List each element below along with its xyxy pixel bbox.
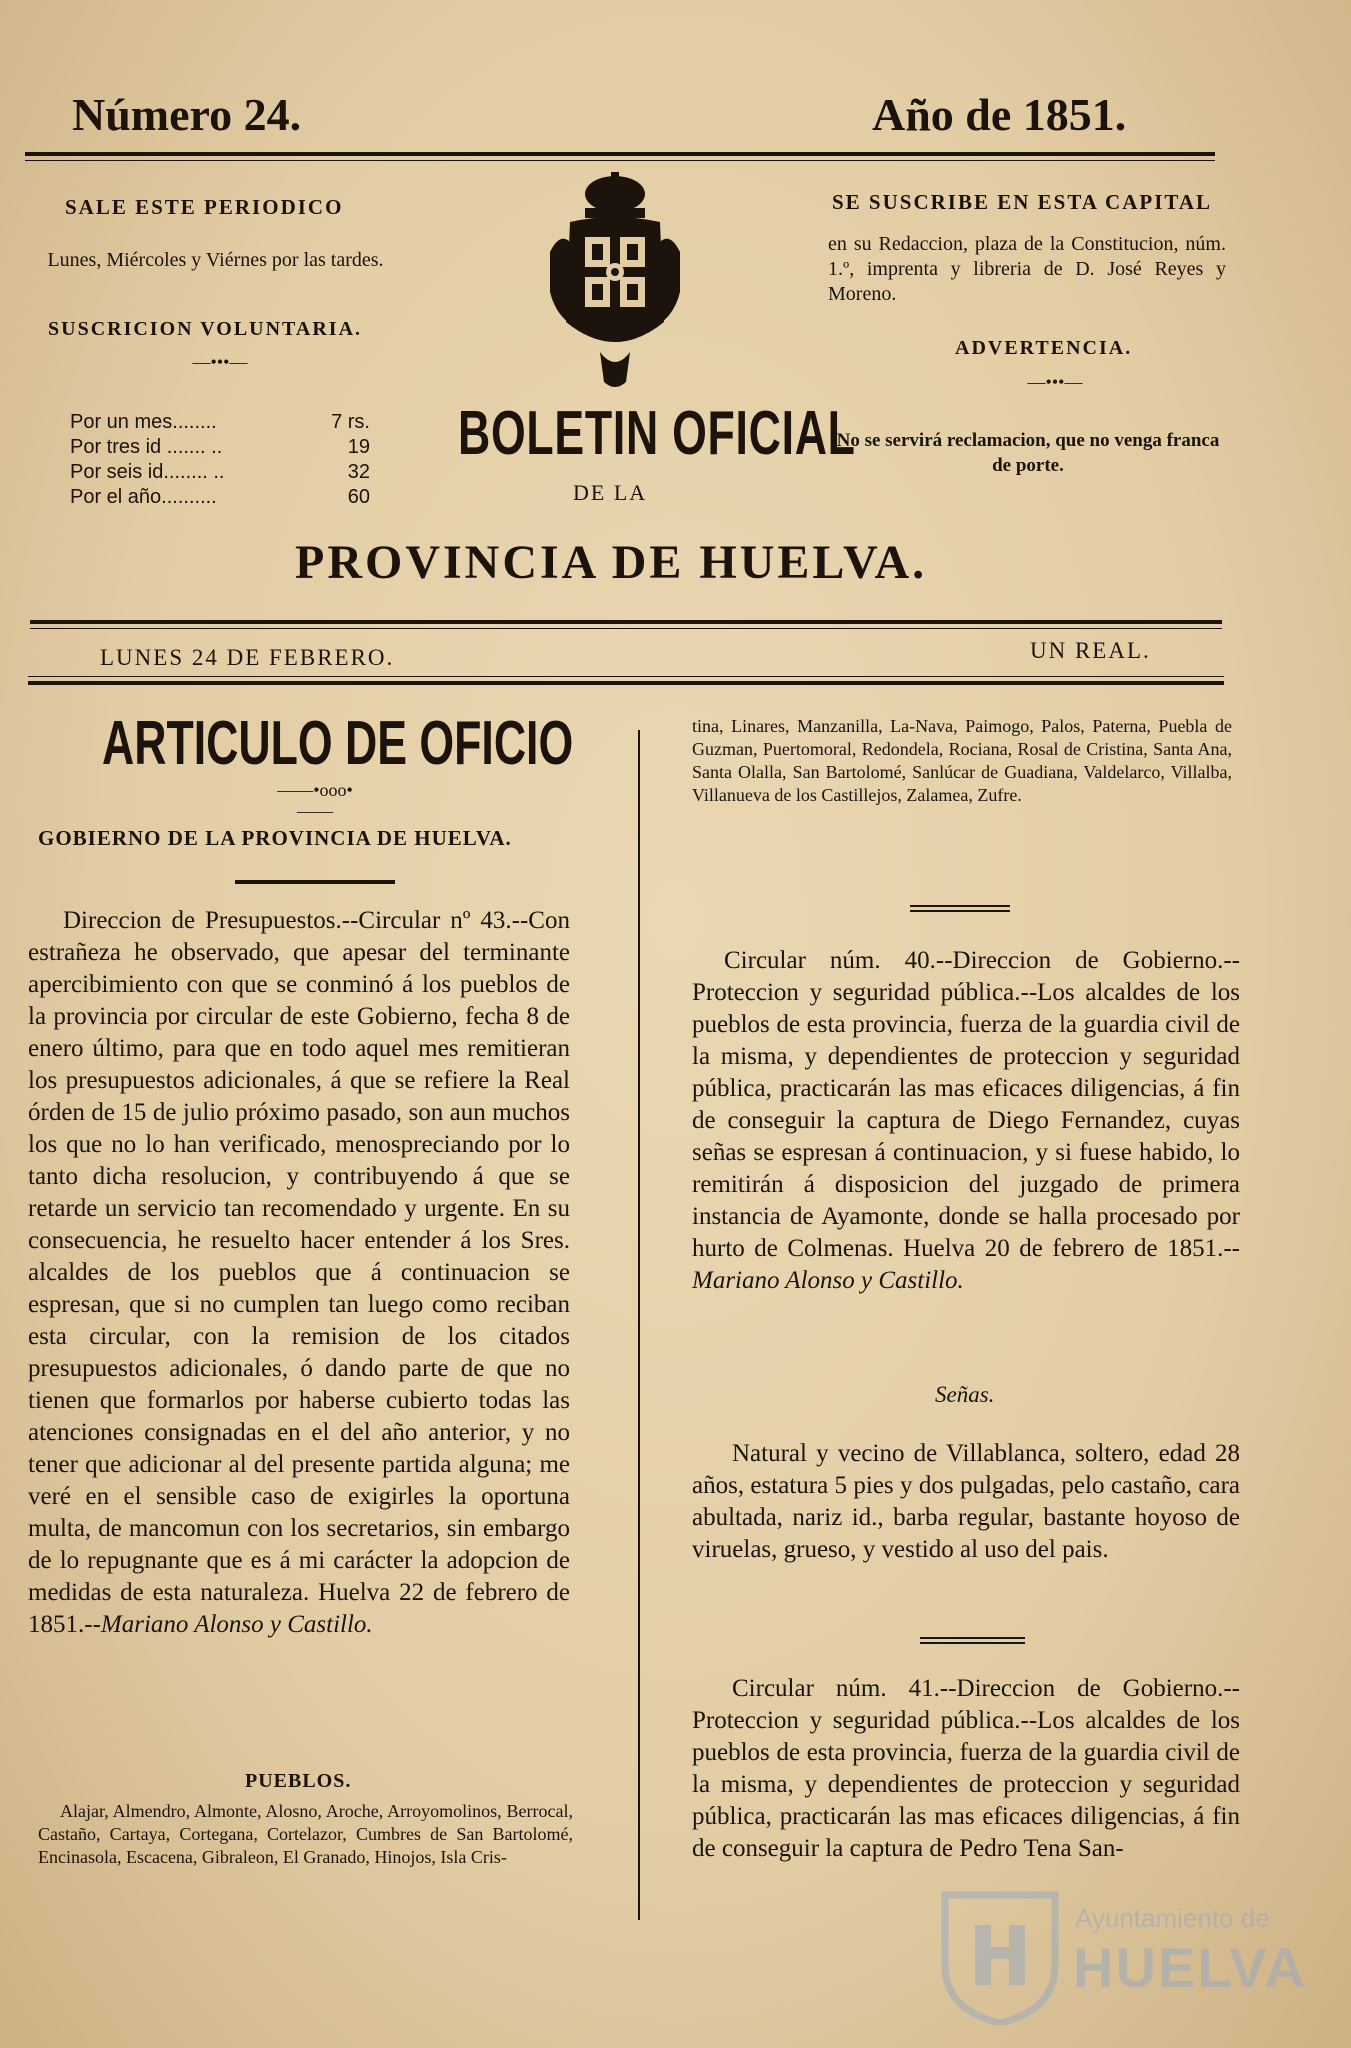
title-rule — [30, 620, 1222, 624]
boletin-oficial-title: BOLETIN OFICIAL — [458, 399, 856, 468]
separator-1b — [910, 910, 1010, 912]
circular-41: Circular núm. 41.--Direccion de Gobierno.--Proteccion y seguridad pública.--Los alcaldes de los pueblos de esta provincia, fuerza de la guardia civil de la misma, y dependientes de proteccion y seguridad pública, practicarán las mas eficaces diligencias, á fin de conseguir la captura de Pedro Tena San- — [692, 1675, 1240, 1862]
price-list — [70, 410, 370, 510]
circular-40: Circular núm. 40.--Direccion de Gobierno.--Proteccion y seguridad pública.--Los alcaldes de los pueblos de esta provincia, fuerza de la guardia civil de la misma, y dependientes de proteccion y seguridad pública, practicarán las mas eficaces diligencias, á fin de conseguir la captura de Diego Fernandez, cuyas señas se espresan á continuacion, y si fuese habido, lo remitirán á disposicion del juzgado de primera instancia de Ayamonte, donde se halla procesado por hurto de Colmenas. Huelva 20 de febrero de 1851.--Mariano Alonso y Castillo. — [692, 947, 1240, 1294]
issue-year: Año de 1851. — [872, 89, 1127, 140]
issue-date: LUNES 24 DE FEBRERO. — [100, 645, 395, 670]
articulo-de-oficio-title: ARTICULO DE OFICIO — [102, 709, 574, 778]
price-row: Por un mes........ 7 rs. — [70, 411, 370, 433]
ornament-left: —•••— — [192, 352, 248, 372]
top-rule — [25, 152, 1215, 156]
sale-periodico: SALE ESTE PERIODICO — [65, 195, 344, 219]
issue-price: UN REAL. — [1030, 638, 1151, 663]
date-rule-thin — [28, 676, 1224, 677]
pueblos-list: Alajar, Almendro, Almonte, Alosno, Aroche, Arroyomolinos, Berrocal, Castaño, Cartaya, Cortegana, Cortelazor, Cumbres de San Bartolomé, Encinasola, Escacena, Gibraleon, El Granado, Hinojos, Isla Cris- — [38, 1801, 573, 1867]
circular-43-signature: Mariano Alonso y Castillo. — [100, 1611, 373, 1638]
separator-2 — [920, 1637, 1025, 1639]
de-la: DE LA — [573, 480, 648, 505]
title-rule-thin — [30, 628, 1222, 629]
advertencia-title: ADVERTENCIA. — [955, 337, 1133, 359]
suscribe-address: en su Redaccion, plaza de la Constitucion, núm. 1.º, imprenta y libreria de D. José Reyes y Moreno. — [828, 233, 1226, 305]
publication-days: Lunes, Miércoles y Viérnes por las tardes. — [47, 249, 384, 271]
price-row: Por el año.......... 60 — [70, 486, 370, 508]
ornament-article: ——•ooo•—— — [277, 780, 353, 821]
suscribe-capital: SE SUSCRIBE EN ESTA CAPITAL — [832, 190, 1212, 214]
senas-text: Natural y vecino de Villablanca, soltero, edad 28 años, estatura 5 pies y dos pulgadas, pelo castaño, cara abultada, nariz id., barba regular, bastante hoyoso de viruelas, grueso, y vestido al uso del pais. — [692, 1440, 1240, 1563]
provincia-title: PROVINCIA DE HUELVA. — [295, 536, 928, 589]
circular-40-signature: Mariano Alonso y Castillo. — [692, 1267, 964, 1294]
column-divider — [638, 730, 640, 1920]
issue-number: Número 24. — [72, 89, 302, 140]
coat-of-arms — [540, 172, 690, 392]
circular-43: Direccion de Presupuestos.--Circular nº 43.--Con estrañeza he observado, que apesar del terminante apercibimiento con que se conminó á los pueblos de la provincia por circular de este Gobierno, fecha 8 de enero último, para que en todo aquel mes remitieran los presupuestos adicionales, á que se refiere la Real órden de 15 de julio próximo pasado, son aun muchos los que no lo han verificado, menospreciando por lo tanto dicha resolucion, y contribuyendo á que se retarde un servicio tan recomendado y urgente. En su consecuencia, he resuelto hacer entender á los Sres. alcaldes de los pueblos que á continuacion se espresan, que si no cumplen tan luego como reciban esta circular, con la remision de los citados presupuestos adicionales, ó dando parte de que no tienen que formarlos por haberse cubierto todas las atenciones consignadas en el del año anterior, y no tener que adicionar al del presente partida alguna; me veré en el sensible caso de exigirles la oportuna multa, de mancomun con los secretarios, sin embargo de lo repugnante que es á mi carácter la adopcion de medidas de esta naturaleza. Huelva 22 de febrero de 1851.--Mariano Alonso y Castillo. — [28, 907, 570, 1638]
watermark-line1: Ayuntamiento de — [1075, 1903, 1270, 1933]
watermark-line2: HUELVA — [1073, 1936, 1307, 1999]
top-rule-thin — [25, 160, 1215, 161]
separator-1 — [910, 905, 1010, 907]
price-row: Por seis id........ .. 32 — [70, 461, 370, 483]
senas-title: Señas. — [935, 1382, 995, 1407]
gobierno-subtitle: GOBIERNO DE LA PROVINCIA DE HUELVA. — [38, 826, 512, 850]
pueblos-list-continued: tina, Linares, Manzanilla, La-Nava, Paimogo, Palos, Paterna, Puebla de Guzman, Puertomoral, Redondela, Rociana, Rosal de Cristina, Santa Ana, Santa Olalla, San Bartolomé, Sanlúcar de Guadiana, Valdelarco, Villalba, Villanueva de los Castillejos, Zalamea, Zufre. — [692, 716, 1232, 805]
subtitle-rule — [235, 880, 395, 884]
ayuntamiento-shield-icon — [935, 1885, 1065, 2025]
price-row: Por tres id ....... .. 19 — [70, 436, 370, 458]
suscricion-voluntaria: SUSCRICION VOLUNTARIA. — [48, 318, 363, 340]
pueblos-title: PUEBLOS. — [245, 1770, 352, 1792]
ornament-right: —•••— — [1027, 372, 1083, 392]
ayuntamiento-watermark — [935, 1885, 1307, 2025]
separator-2b — [920, 1642, 1025, 1644]
date-rule — [28, 681, 1224, 685]
advertencia-text: No se servirá reclamacion, que no venga franca de porte. — [836, 430, 1220, 476]
